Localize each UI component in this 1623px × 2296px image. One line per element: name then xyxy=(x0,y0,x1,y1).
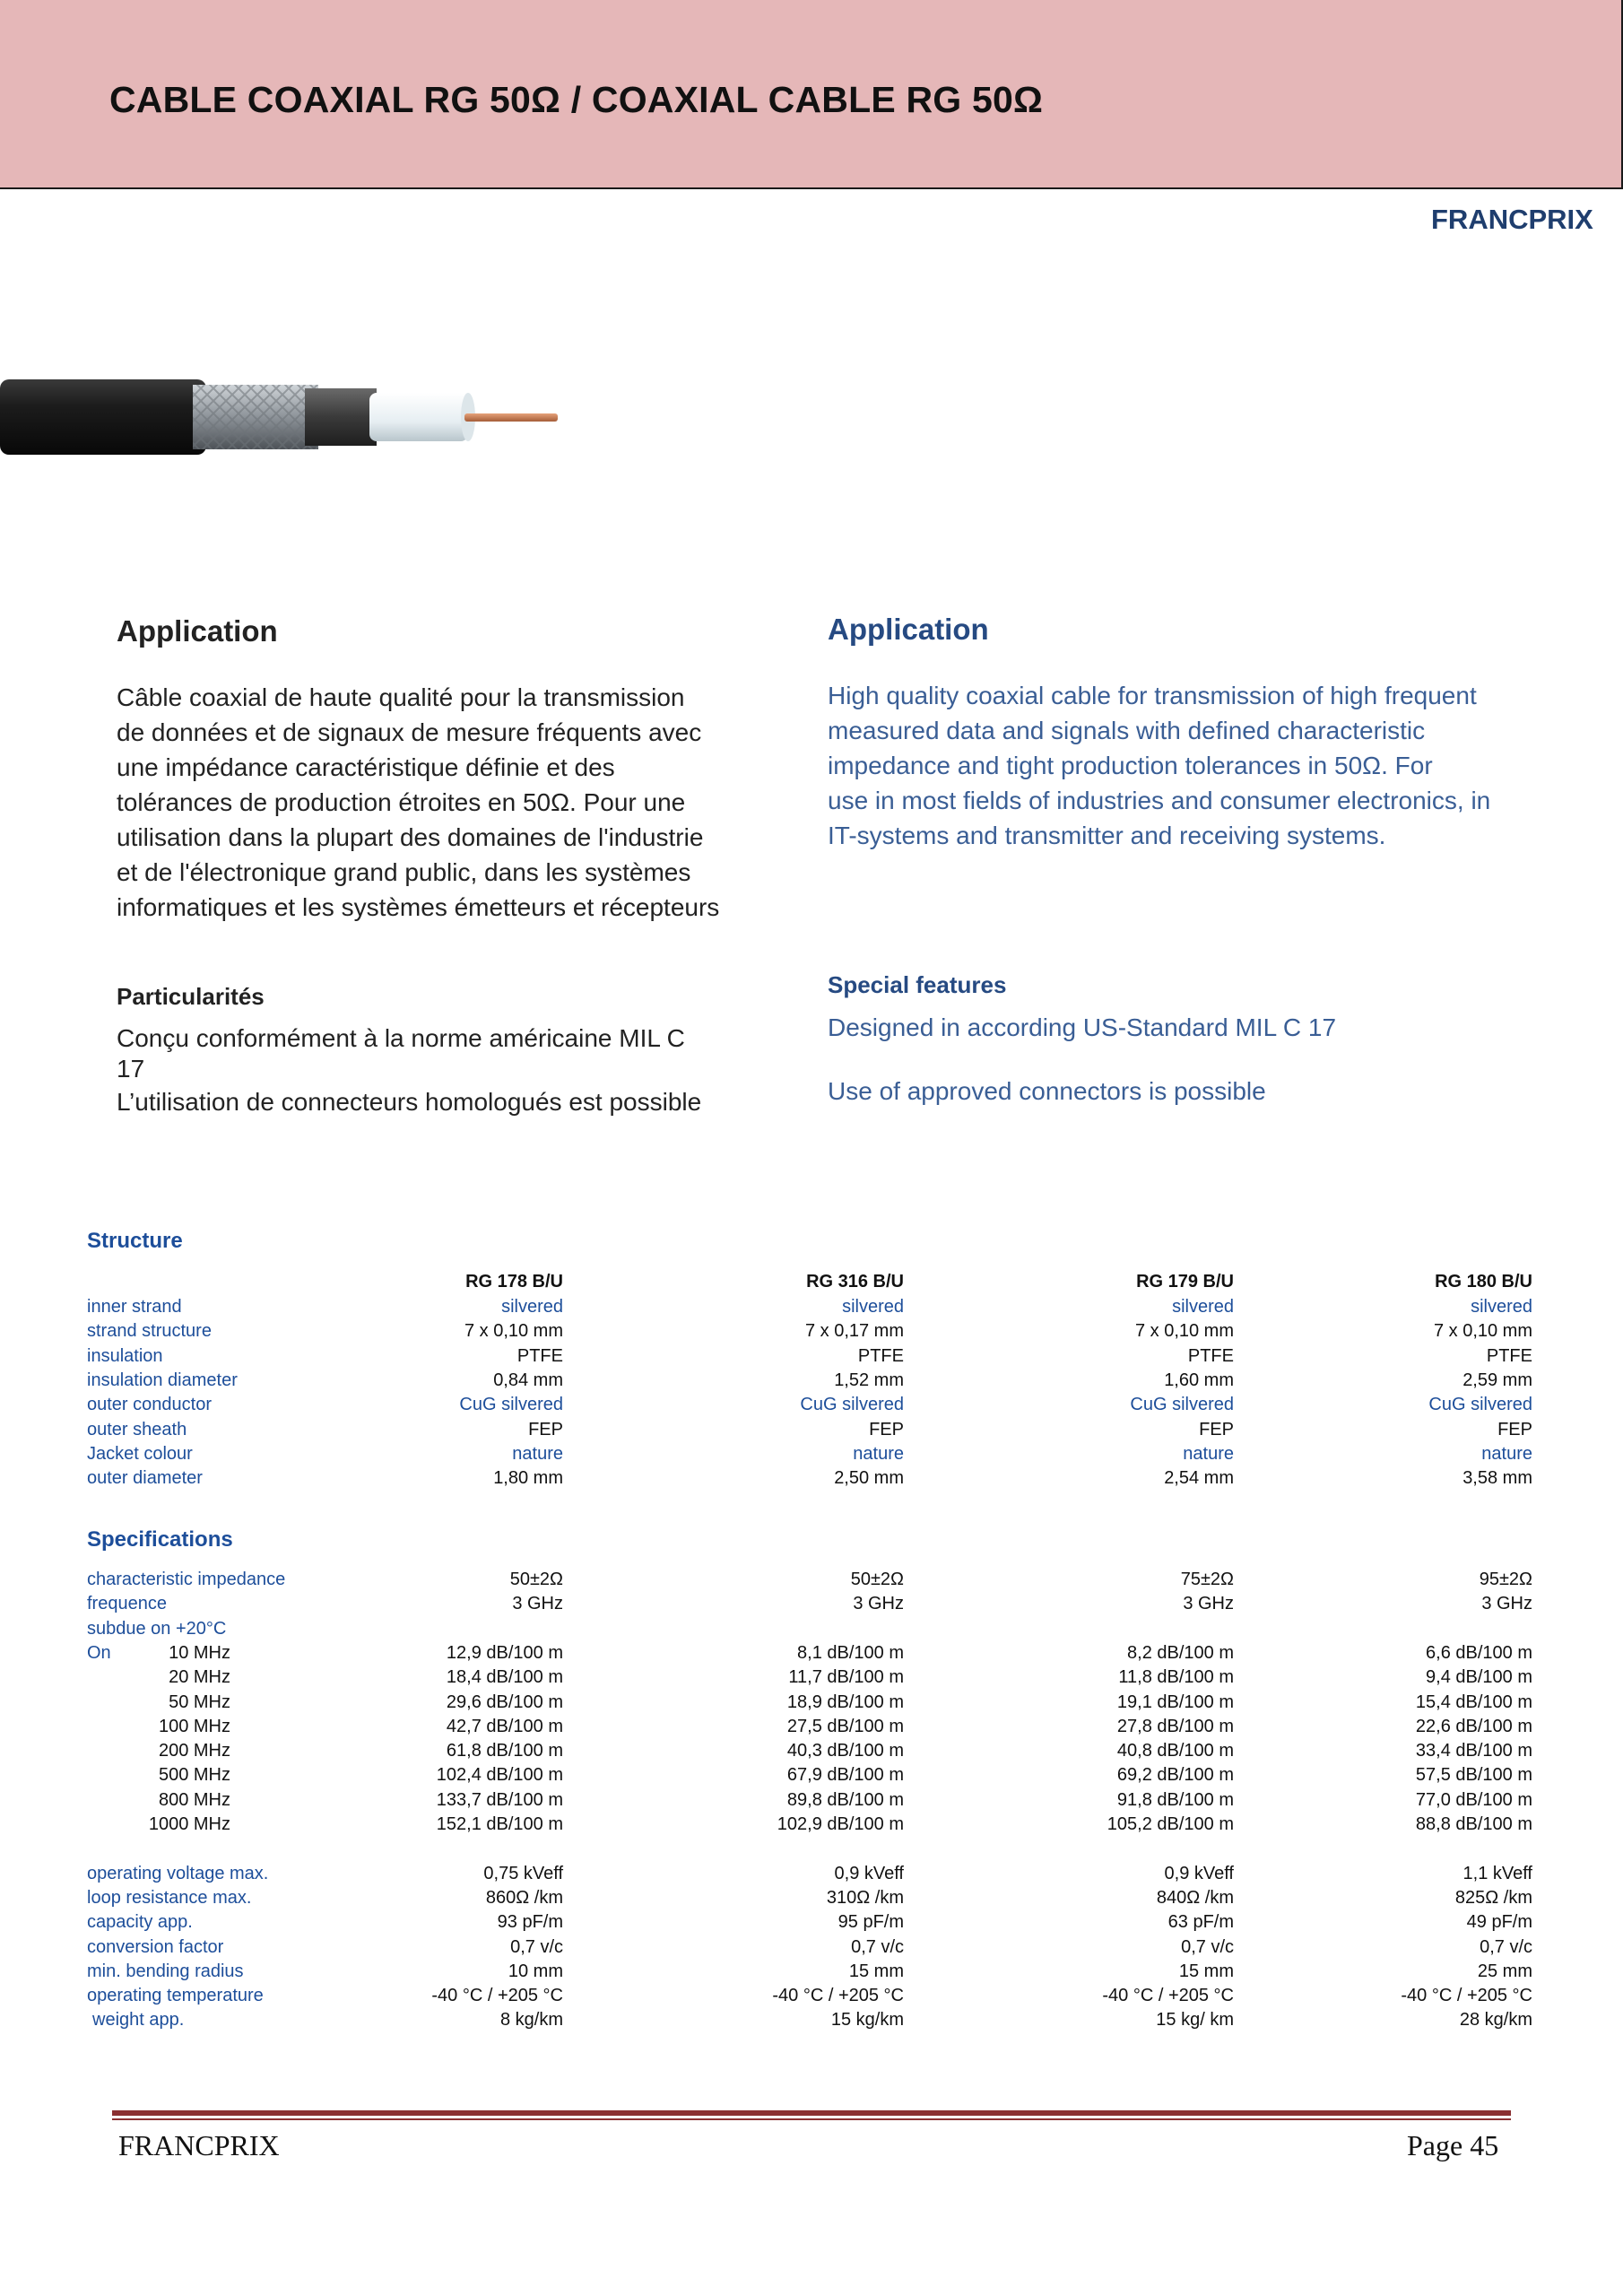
spec-row-label: operating voltage max. xyxy=(87,1863,269,1883)
spec-cell: 0,9 kVeff xyxy=(1164,1863,1234,1883)
spec-cell: 10 mm xyxy=(508,1961,563,1981)
attenuation-cell: 89,8 dB/100 m xyxy=(786,1789,904,1810)
structure-row-label: inner strand xyxy=(87,1297,182,1317)
spec-cell: 28 kg/km xyxy=(1459,2010,1532,2031)
attenuation-frequency: 800 MHz xyxy=(158,1789,230,1810)
structure-cell: 1,60 mm xyxy=(1164,1370,1234,1390)
model-header: RG 179 B/U xyxy=(1136,1272,1234,1292)
footer-rule-thin xyxy=(112,2118,1511,2120)
fr-application-heading: Application xyxy=(117,614,278,648)
structure-cell: nature xyxy=(853,1443,904,1464)
spec-cell: 63 pF/m xyxy=(1167,1912,1234,1933)
attenuation-cell: 12,9 dB/100 m xyxy=(446,1642,563,1663)
spec-cell: 0,75 kVeff xyxy=(483,1863,563,1883)
structure-cell: CuG silvered xyxy=(459,1395,563,1415)
en-application-heading: Application xyxy=(828,613,989,646)
attenuation-cell: 18,4 dB/100 m xyxy=(446,1667,563,1688)
structure-cell: silvered xyxy=(842,1297,904,1317)
spec-cell: 0,9 kVeff xyxy=(834,1863,904,1883)
attenuation-frequency: 50 MHz xyxy=(169,1692,230,1712)
structure-cell: CuG silvered xyxy=(1428,1395,1532,1415)
attenuation-cell: 42,7 dB/100 m xyxy=(446,1716,563,1736)
on-label: On xyxy=(87,1642,111,1663)
attenuation-frequency: 500 MHz xyxy=(158,1765,230,1786)
spec-cell: 825Ω /km xyxy=(1454,1887,1532,1908)
structure-cell: FEP xyxy=(1199,1419,1234,1439)
fr-feature-line: L’utilisation de connecteurs homologués est possible xyxy=(117,1088,702,1116)
structure-cell: PTFE xyxy=(516,1345,563,1366)
spec-cell: -40 °C / +205 °C xyxy=(1401,1986,1532,2006)
structure-cell: PTFE xyxy=(1187,1345,1234,1366)
spec-cell: 1,1 kVeff xyxy=(1462,1863,1532,1883)
spec-cell: 840Ω /km xyxy=(1156,1887,1234,1908)
structure-row-label: outer diameter xyxy=(87,1468,203,1489)
structure-cell: 1,80 mm xyxy=(493,1468,563,1489)
attenuation-cell: 67,9 dB/100 m xyxy=(786,1765,904,1786)
spec-row-label: weight app. xyxy=(92,2010,185,2031)
attenuation-cell: 105,2 dB/100 m xyxy=(1107,1814,1234,1834)
footer-rule xyxy=(112,2110,1511,2116)
structure-cell: CuG silvered xyxy=(800,1395,904,1415)
spec-cell: 0,7 v/c xyxy=(1480,1936,1532,1957)
attenuation-cell: 27,8 dB/100 m xyxy=(1116,1716,1234,1736)
structure-cell: 2,54 mm xyxy=(1164,1468,1234,1489)
spec-row-label: characteristic impedance xyxy=(87,1570,286,1589)
spec-cell: -40 °C / +205 °C xyxy=(772,1986,904,2006)
structure-cell: nature xyxy=(1183,1443,1234,1464)
structure-cell: 1,52 mm xyxy=(834,1370,904,1390)
spec-cell: 0,7 v/c xyxy=(851,1936,904,1957)
spec-cell: 15 kg/ km xyxy=(1156,2010,1234,2031)
attenuation-cell: 61,8 dB/100 m xyxy=(446,1741,563,1761)
structure-cell: FEP xyxy=(1497,1419,1532,1439)
structure-row-label: Jacket colour xyxy=(87,1443,193,1464)
brand-label: FRANCPRIX xyxy=(1431,204,1593,235)
spec-cell: 310Ω /km xyxy=(826,1887,904,1908)
spec-cell: 95 pF/m xyxy=(838,1912,904,1933)
spec-cell: 50±2Ω xyxy=(850,1570,904,1589)
fr-feature-line: Conçu conformément à la norme américaine MIL C xyxy=(117,1024,685,1052)
structure-row-label: insulation xyxy=(87,1345,163,1366)
structure-cell: 7 x 0,17 mm xyxy=(804,1321,904,1342)
spec-cell: 860Ω /km xyxy=(485,1887,563,1908)
en-feature-line: Designed in according US-Standard MIL C 17 xyxy=(828,1013,1337,1041)
attenuation-cell: 29,6 dB/100 m xyxy=(446,1692,563,1712)
attenuation-frequency: 200 MHz xyxy=(158,1741,230,1761)
attenuation-cell: 8,2 dB/100 m xyxy=(1127,1642,1234,1663)
attenuation-cell: 152,1 dB/100 m xyxy=(436,1814,563,1834)
spec-cell: 8 kg/km xyxy=(499,2010,563,2031)
structure-cell: silvered xyxy=(1471,1297,1532,1317)
structure-cell: 3,58 mm xyxy=(1462,1468,1532,1489)
spec-cell: 3 GHz xyxy=(853,1594,904,1614)
spec-cell: -40 °C / +205 °C xyxy=(1102,1986,1234,2006)
footer-brand: FRANCPRIX xyxy=(118,2129,280,2161)
spec-row-label: loop resistance max. xyxy=(87,1887,252,1908)
structure-cell: 7 x 0,10 mm xyxy=(1433,1321,1532,1342)
model-header: RG 178 B/U xyxy=(465,1272,563,1292)
attenuation-cell: 57,5 dB/100 m xyxy=(1415,1765,1532,1786)
structure-cell: 7 x 0,10 mm xyxy=(1134,1321,1234,1342)
attenuation-cell: 40,3 dB/100 m xyxy=(786,1741,904,1761)
en-feature-line: Use of approved connectors is possible xyxy=(828,1077,1266,1105)
spec-cell: 15 mm xyxy=(1178,1961,1234,1981)
attenuation-cell: 11,7 dB/100 m xyxy=(788,1667,904,1688)
attenuation-frequency: 20 MHz xyxy=(169,1667,230,1688)
spec-cell: 15 kg/km xyxy=(830,2010,904,2031)
structure-row-label: outer conductor xyxy=(87,1395,212,1415)
attenuation-cell: 15,4 dB/100 m xyxy=(1415,1692,1532,1712)
spec-row-label: frequence xyxy=(87,1594,167,1614)
spec-cell: 3 GHz xyxy=(1183,1594,1234,1614)
attenuation-cell: 33,4 dB/100 m xyxy=(1415,1741,1532,1761)
attenuation-cell: 91,8 dB/100 m xyxy=(1116,1789,1234,1810)
model-header: RG 316 B/U xyxy=(806,1272,904,1292)
attenuation-frequency: 10 MHz xyxy=(169,1642,230,1663)
spec-cell: -40 °C / +205 °C xyxy=(431,1986,563,2006)
attenuation-cell: 102,4 dB/100 m xyxy=(436,1765,563,1786)
attenuation-cell: 77,0 dB/100 m xyxy=(1415,1789,1532,1810)
structure-cell: 2,50 mm xyxy=(834,1468,904,1489)
structure-cell: silvered xyxy=(1172,1297,1234,1317)
spec-cell: 3 GHz xyxy=(512,1594,563,1614)
en-features-heading: Special features xyxy=(828,971,1007,998)
fr-application-text: Câble coaxial de haute qualité pour la transmission de données et de signaux de mesure fréquents avec une impédance caractéristique définie et des tolérances de production étroites en 50Ω. Pour une utilisation dans la plupart des domaines de l'industrie et de l'électronique grand public, dans les systèmes informatiques et les systèmes émetteurs et récepteurs xyxy=(117,683,720,921)
structure-cell: 0,84 mm xyxy=(493,1370,563,1390)
model-header: RG 180 B/U xyxy=(1435,1272,1532,1292)
attenuation-cell: 11,8 dB/100 m xyxy=(1118,1667,1234,1688)
attenuation-frequency: 100 MHz xyxy=(158,1716,230,1736)
attenuation-cell: 69,2 dB/100 m xyxy=(1116,1765,1234,1786)
structure-title: Structure xyxy=(87,1229,183,1253)
spec-row-label: min. bending radius xyxy=(87,1961,244,1981)
structure-cell: silvered xyxy=(501,1297,563,1317)
en-application-text: High quality coaxial cable for transmission of high frequent measured data and signals with defined characteristic impedance and tight production tolerances in 50Ω. For use in most fields of industries and consumer electronics, in IT-systems and transmitter and receiving systems. xyxy=(828,682,1491,849)
structure-row-label: insulation diameter xyxy=(87,1370,238,1390)
spec-cell: 49 pF/m xyxy=(1466,1912,1532,1933)
spec-cell: 93 pF/m xyxy=(497,1912,563,1933)
page-number: Page 45 xyxy=(1407,2129,1499,2161)
spec-cell: 0,7 v/c xyxy=(1181,1936,1234,1957)
structure-cell: PTFE xyxy=(1486,1345,1532,1366)
structure-row-label: outer sheath xyxy=(87,1419,187,1439)
subdue-label: subdue on +20°C xyxy=(87,1618,227,1639)
attenuation-cell: 102,9 dB/100 m xyxy=(777,1814,904,1834)
structure-cell: nature xyxy=(512,1443,563,1464)
spec-row-label: capacity app. xyxy=(87,1912,193,1933)
attenuation-frequency: 1000 MHz xyxy=(148,1814,230,1834)
spec-cell: 3 GHz xyxy=(1481,1594,1532,1614)
spec-cell: 15 mm xyxy=(848,1961,904,1981)
attenuation-cell: 18,9 dB/100 m xyxy=(786,1692,904,1712)
attenuation-cell: 40,8 dB/100 m xyxy=(1116,1741,1234,1761)
spec-cell: 50±2Ω xyxy=(509,1570,563,1589)
specifications-title: Specifications xyxy=(87,1527,233,1552)
attenuation-cell: 19,1 dB/100 m xyxy=(1116,1692,1234,1712)
attenuation-cell: 88,8 dB/100 m xyxy=(1415,1814,1532,1834)
attenuation-cell: 6,6 dB/100 m xyxy=(1426,1642,1532,1663)
structure-cell: nature xyxy=(1481,1443,1532,1464)
attenuation-cell: 133,7 dB/100 m xyxy=(436,1789,563,1810)
structure-cell: PTFE xyxy=(857,1345,904,1366)
structure-row-label: strand structure xyxy=(87,1321,212,1342)
attenuation-cell: 9,4 dB/100 m xyxy=(1426,1667,1532,1688)
structure-cell: 7 x 0,10 mm xyxy=(464,1321,563,1342)
fr-features-heading: Particularités xyxy=(117,983,265,1010)
spec-row-label: conversion factor xyxy=(87,1936,224,1957)
spec-cell: 0,7 v/c xyxy=(510,1936,563,1957)
attenuation-cell: 22,6 dB/100 m xyxy=(1415,1716,1532,1736)
spec-cell: 25 mm xyxy=(1477,1961,1532,1981)
structure-cell: FEP xyxy=(869,1419,904,1439)
page-title: CABLE COAXIAL RG 50Ω / COAXIAL CABLE RG 50Ω xyxy=(109,79,1044,120)
spec-cell: 95±2Ω xyxy=(1479,1570,1532,1589)
structure-cell: FEP xyxy=(528,1419,563,1439)
fr-feature-line: 17 xyxy=(117,1055,145,1083)
structure-cell: 2,59 mm xyxy=(1462,1370,1532,1390)
spec-cell: 75±2Ω xyxy=(1180,1570,1234,1589)
coaxial-cable-image xyxy=(0,363,574,471)
spec-row-label: operating temperature xyxy=(87,1986,264,2006)
attenuation-cell: 27,5 dB/100 m xyxy=(786,1716,904,1736)
structure-cell: CuG silvered xyxy=(1130,1395,1234,1415)
attenuation-cell: 8,1 dB/100 m xyxy=(797,1642,904,1663)
